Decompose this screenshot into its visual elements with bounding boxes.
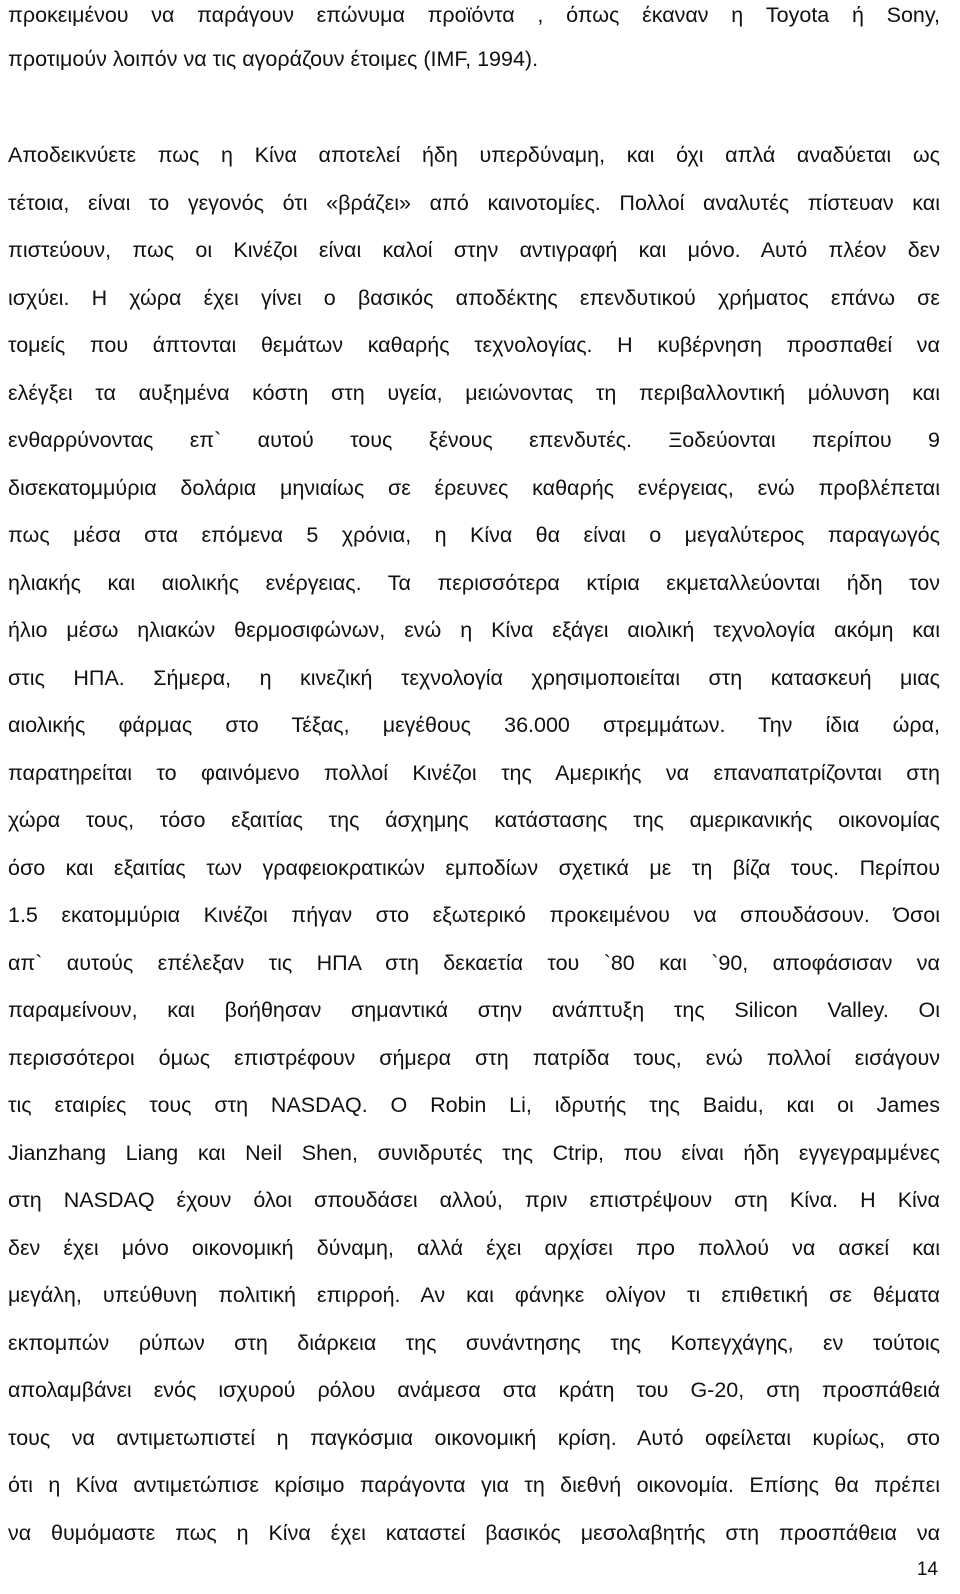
page-number: 14 [916, 1559, 938, 1580]
text-line: περισσότεροι όμως επιστρέφουν σήμερα στη πατρίδα τους, ενώ πολλοί εισάγουν [8, 1046, 940, 1070]
text-line: να θυμόμαστε πως η Κίνα έχει καταστεί βασικός μεσολαβητής στη προσπάθεια να [8, 1521, 940, 1545]
text-line: προκειμένου να παράγουν επώνυμα προϊόντα , όπως έκαναν η Toyota ή Sony, [8, 3, 940, 27]
text-line: αιολικής φάρμας στο Τέξας, μεγέθους 36.000 στρεμμάτων. Την ίδια ώρα, [8, 713, 940, 737]
text-line: δεν έχει μόνο οικονομική δύναμη, αλλά έχει αρχίσει προ πολλού να ασκεί και [8, 1236, 940, 1260]
text-line: παρατηρείται το φαινόμενο πολλοί Κινέζοι της Αμερικής να επαναπατρίζονται στη [8, 761, 940, 785]
text-line: τους να αντιμετωπιστεί η παγκόσμια οικονομική κρίση. Αυτό οφείλεται κυρίως, στο [8, 1426, 940, 1450]
text-line: απολαμβάνει ενός ισχυρού ρόλου ανάμεσα στα κράτη του G-20, στη προσπάθειά [8, 1378, 940, 1402]
text-line: δισεκατομμύρια δολάρια μηνιαίως σε έρευνες καθαρής ενέργειας, ενώ προβλέπεται [8, 476, 940, 500]
text-line: πως μέσα στα επόμενα 5 χρόνια, η Κίνα θα είναι ο μεγαλύτερος παραγωγός [8, 523, 940, 547]
text-line: Jianzhang Liang και Neil Shen, συνιδρυτές της Ctrip, που είναι ήδη εγγεγραμμένες [8, 1141, 940, 1165]
text-line: Αποδεικνύετε πως η Κίνα αποτελεί ήδη υπερδύναμη, και όχι απλά αναδύεται ως [8, 143, 940, 167]
text-line: ενθαρρύνοντας επ` αυτού τους ξένους επενδυτές. Ξοδεύονται περίπου 9 [8, 428, 940, 452]
text-line: χώρα τους, τόσο εξαιτίας της άσχημης κατάστασης της αμερικανικής οικονομίας [8, 808, 940, 832]
text-line: παραμείνουν, και βοήθησαν σημαντικά στην ανάπτυξη της Silicon Valley. Οι [8, 998, 940, 1022]
text-line: εκπομπών ρύπων στη διάρκεια της συνάντησης της Κοπεγχάγης, εν τούτοις [8, 1331, 940, 1355]
text-line: ήλιο μέσω ηλιακών θερμοσιφώνων, ενώ η Κίνα εξάγει αιολική τεχνολογία ακόμη και [8, 618, 940, 642]
text-line: τις εταιρίες τους στη NASDAQ. Ο Robin Li, ιδρυτής της Baidu, και οι James [8, 1093, 940, 1117]
text-line: στη NASDAQ έχουν όλοι σπουδάσει αλλού, πριν επιστρέψουν στη Κίνα. Η Κίνα [8, 1188, 940, 1212]
text-line: όσο και εξαιτίας των γραφειοκρατικών εμποδίων σχετικά με τη βίζα τους. Περίπου [8, 856, 940, 880]
text-line: πιστεύουν, πως οι Κινέζοι είναι καλοί στην αντιγραφή και μόνο. Αυτό πλέον δεν [8, 238, 940, 262]
text-line: τέτοια, είναι το γεγονός ότι «βράζει» από καινοτομίες. Πολλοί αναλυτές πίστευαν και [8, 191, 940, 215]
text-line: απ` αυτούς επέλεξαν τις ΗΠΑ στη δεκαετία του `80 και `90, αποφάσισαν να [8, 951, 940, 975]
text-line: μεγάλη, υπεύθυνη πολιτική επιρροή. Αν και φάνηκε ολίγον τι επιθετική σε θέματα [8, 1283, 940, 1307]
text-line: προτιμούν λοιπόν να τις αγοράζουν έτοιμες (IMF, 1994). [8, 47, 539, 71]
text-line: ηλιακής και αιολικής ενέργειας. Τα περισσότερα κτίρια εκμεταλλεύονται ήδη τον [8, 571, 940, 595]
text-line: ελέγξει τα αυξημένα κόστη στη υγεία, μειώνοντας τη περιβαλλοντική μόλυνση και [8, 381, 940, 405]
text-line: τομείς που άπτονται θεμάτων καθαρής τεχνολογίας. Η κυβέρνηση προσπαθεί να [8, 333, 940, 357]
text-line: ισχύει. Η χώρα έχει γίνει ο βασικός αποδέκτης επενδυτικού χρήματος επάνω σε [8, 286, 940, 310]
text-line: στις ΗΠΑ. Σήμερα, η κινεζική τεχνολογία χρησιμοποιείται στη κατασκευή μιας [8, 666, 940, 690]
text-line: ότι η Κίνα αντιμετώπισε κρίσιμο παράγοντα για τη διεθνή οικονομία. Επίσης θα πρέπει [8, 1473, 940, 1497]
text-line: 1.5 εκατομμύρια Κινέζοι πήγαν στο εξωτερικό προκειμένου να σπουδάσουν. Όσοι [8, 903, 940, 927]
